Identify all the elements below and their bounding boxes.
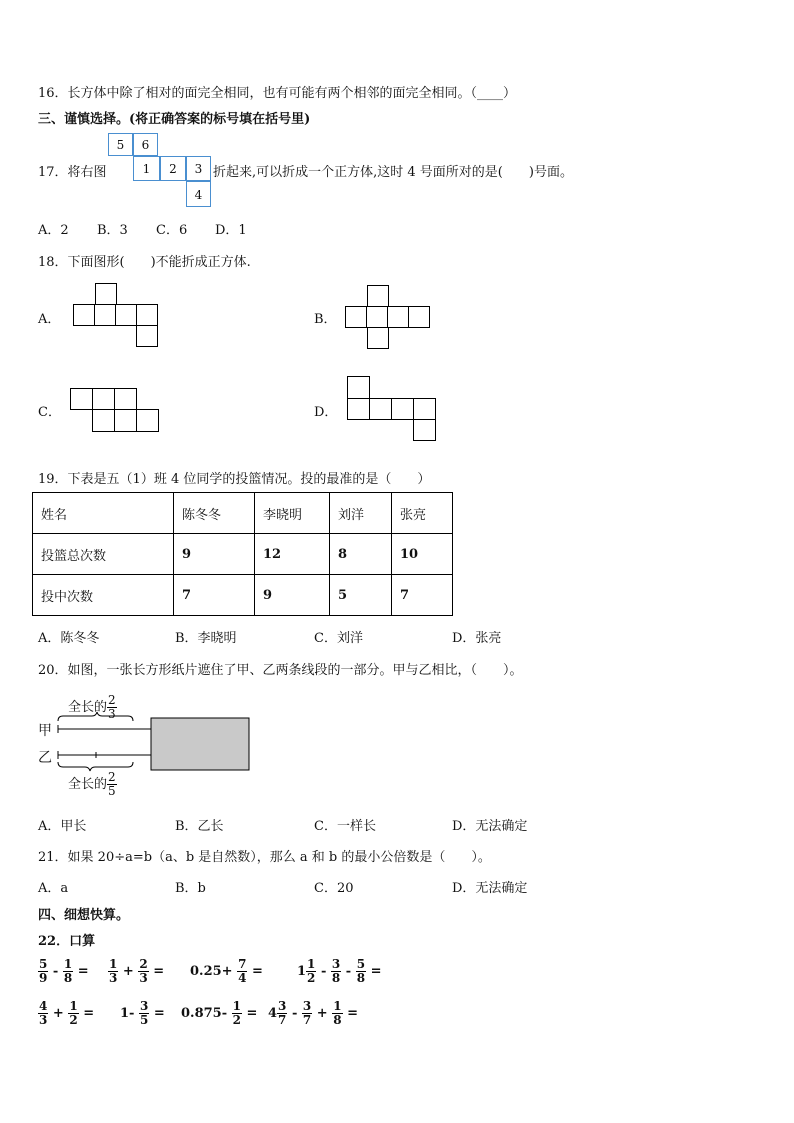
q18-label-d: D． <box>314 405 338 420</box>
table-cell: 5 <box>330 575 392 616</box>
leading-term: 0.25+ <box>190 964 233 979</box>
operator: - <box>320 964 327 979</box>
numerator: 1 <box>69 999 78 1013</box>
net-face-6: 6 <box>133 133 158 156</box>
calc-expression <box>297 958 382 985</box>
net-a-square <box>136 325 158 347</box>
net-a-square <box>94 304 116 326</box>
equals-sign: = <box>246 1006 258 1021</box>
q19-option-a: A．陈冬冬 <box>38 631 100 646</box>
calc-expression <box>120 1000 165 1027</box>
fraction <box>332 1000 342 1027</box>
net-c-square <box>92 388 115 410</box>
net-b-square <box>366 306 388 328</box>
top-fraction-den: 3 <box>108 707 116 721</box>
q16-text: 16．长方体中除了相对的面完全相同，也有可能有两个相邻的面完全相同。（ <box>38 86 478 101</box>
operator: - <box>291 1006 298 1021</box>
net-c-square <box>114 409 137 432</box>
q21-option-a: A．a <box>38 881 69 896</box>
numerator: 5 <box>39 957 48 971</box>
table-cell: 投中次数 <box>33 575 174 616</box>
table-cell: 9 <box>174 534 255 575</box>
denominator: 8 <box>63 971 73 985</box>
q18-label-a: A． <box>38 312 61 327</box>
top-caption <box>68 694 117 721</box>
denominator: 4 <box>238 971 247 985</box>
q20-option-d: D．无法确定 <box>452 819 528 834</box>
net-d-square <box>347 398 370 420</box>
denominator: 8 <box>331 971 341 985</box>
fraction <box>68 1000 78 1027</box>
q18-label-b: B． <box>314 312 337 327</box>
table-header-cell: 刘洋 <box>330 493 392 534</box>
q20-option-b: B．乙长 <box>175 819 224 834</box>
basketball-table <box>32 492 453 616</box>
equals-sign: = <box>370 964 382 979</box>
q17-option-b: B．3 <box>97 223 128 238</box>
fraction <box>232 1000 242 1027</box>
denominator: 2 <box>232 1013 241 1027</box>
q19-option-c: C．刘洋 <box>314 631 363 646</box>
denominator: 3 <box>139 971 148 985</box>
question-16 <box>38 82 516 101</box>
bottom-caption-text: 全长的 <box>68 777 108 792</box>
q20-text: 20．如图，一张长方形纸片遮住了甲、乙两条线段的一部分。甲与乙相比，（ ）。 <box>38 663 523 678</box>
numerator: 7 <box>238 957 247 971</box>
denominator: 2 <box>307 971 316 985</box>
fraction <box>306 958 316 985</box>
q16-blank: ____ <box>477 86 504 101</box>
q19-option-d: D．张亮 <box>452 631 502 646</box>
equals-sign: = <box>347 1006 358 1021</box>
net-d-square <box>369 398 392 420</box>
calc-expression <box>181 1000 257 1027</box>
denominator: 5 <box>139 1013 149 1027</box>
numerator: 1 <box>333 999 342 1013</box>
whole-number: 1 <box>297 964 307 979</box>
equals-sign: = <box>83 1006 95 1021</box>
net-c-square <box>136 409 159 432</box>
equals-sign: = <box>77 964 89 979</box>
net-c-square <box>92 409 115 432</box>
table-cell: 投篮总次数 <box>33 534 174 575</box>
label-yi: 乙 <box>38 750 52 766</box>
section-4-heading: 四、细想快算。 <box>38 908 130 923</box>
numerator: 4 <box>39 999 48 1013</box>
table-header-cell: 姓名 <box>33 493 174 534</box>
denominator: 3 <box>109 971 118 985</box>
table-cell: 8 <box>330 534 392 575</box>
fraction <box>38 1000 48 1027</box>
fraction <box>108 958 118 985</box>
denominator: 7 <box>278 1013 287 1027</box>
table-header-cell: 陈冬冬 <box>174 493 255 534</box>
fraction <box>38 958 48 985</box>
table-cell: 12 <box>255 534 330 575</box>
leading-term: 1- <box>120 1006 135 1021</box>
calc-expression <box>190 958 263 985</box>
table-header-cell: 李晓明 <box>255 493 330 534</box>
q19-text: 19．下表是五（1）班 4 位同学的投篮情况。投的最准的是（ ） <box>38 472 431 487</box>
label-jia: 甲 <box>38 723 52 739</box>
whole-number: 4 <box>268 1006 278 1021</box>
q19-option-b: B．李晓明 <box>175 631 237 646</box>
equals-sign: = <box>251 964 263 979</box>
top-caption-text: 全长的 <box>68 700 108 715</box>
fraction <box>237 958 247 985</box>
table-header-row <box>33 493 453 534</box>
operator: + <box>52 1006 64 1021</box>
numerator: 3 <box>302 999 312 1013</box>
numerator: 1 <box>63 957 73 971</box>
q21-option-b: B．b <box>175 881 206 896</box>
calc-expression <box>268 1000 358 1027</box>
table-row <box>33 575 453 616</box>
operator: - <box>345 964 352 979</box>
top-fraction <box>107 694 117 721</box>
net-c-square <box>70 388 93 410</box>
net-a-square <box>95 283 117 305</box>
net-face-1: 1 <box>133 156 160 181</box>
bottom-brace <box>58 762 133 771</box>
numerator: 3 <box>331 957 341 971</box>
fraction <box>356 958 366 985</box>
net-face-3: 3 <box>186 156 211 181</box>
table-cell: 7 <box>174 575 255 616</box>
net-face-4: 4 <box>186 181 211 207</box>
calc-expression <box>108 958 164 985</box>
q20-option-a: A．甲长 <box>38 819 87 834</box>
bottom-fraction <box>107 771 117 798</box>
bottom-fraction-den: 5 <box>108 784 116 798</box>
top-fraction-num: 2 <box>108 693 116 707</box>
q21-text: 21．如果 20÷a=b（a、b 是自然数），那么 a 和 b 的最小公倍数是（ ）。 <box>38 850 491 865</box>
numerator: 1 <box>109 957 118 971</box>
q22-title: 22．口算 <box>38 934 96 949</box>
net-face-5: 5 <box>108 133 133 156</box>
operator: + <box>316 1006 328 1021</box>
bottom-caption <box>68 771 117 798</box>
q18-label-c: C． <box>38 405 61 420</box>
q17-option-a: A．2 <box>38 223 69 238</box>
net-d-square <box>413 398 436 420</box>
net-b-square <box>387 306 409 328</box>
net-b-square <box>367 327 389 349</box>
fraction <box>277 1000 287 1027</box>
q17-option-d: D．1 <box>215 223 247 238</box>
table-cell: 7 <box>392 575 453 616</box>
q17-option-c: C．6 <box>156 223 188 238</box>
leading-term: 0.875- <box>181 1006 228 1021</box>
numerator: 3 <box>139 999 149 1013</box>
fraction <box>331 958 341 985</box>
net-b-square <box>345 306 367 328</box>
paper-rectangle <box>151 718 249 770</box>
numerator: 1 <box>232 999 241 1013</box>
operator: + <box>122 964 134 979</box>
net-d-square <box>347 376 370 399</box>
numerator: 5 <box>356 957 366 971</box>
net-a-square <box>115 304 137 326</box>
table-cell: 9 <box>255 575 330 616</box>
section-3-heading: 三、谨慎选择。(将正确答案的标号填在括号里) <box>38 112 311 127</box>
denominator: 8 <box>333 1013 342 1027</box>
q21-option-d: D．无法确定 <box>452 881 528 896</box>
bottom-fraction-num: 2 <box>108 770 116 784</box>
q21-option-c: C．20 <box>314 881 354 896</box>
numerator: 2 <box>139 957 148 971</box>
net-a-square <box>73 304 95 326</box>
segment-diagram <box>30 685 260 800</box>
q16-close: ） <box>503 86 517 101</box>
net-face-2: 2 <box>160 156 186 181</box>
numerator: 1 <box>307 957 316 971</box>
operator: - <box>52 964 59 979</box>
fraction <box>138 958 148 985</box>
net-d-square <box>391 398 414 420</box>
calc-expression <box>38 958 89 985</box>
calc-expression <box>38 1000 94 1027</box>
numerator: 3 <box>278 999 287 1013</box>
denominator: 7 <box>302 1013 312 1027</box>
denominator: 2 <box>69 1013 78 1027</box>
q17-suffix: 折起来,可以折成一个正方体,这时 4 号面所对的是( )号面。 <box>213 165 573 180</box>
q20-option-c: C．一样长 <box>314 819 376 834</box>
net-d-square <box>413 419 436 441</box>
fraction <box>139 1000 149 1027</box>
table-header-cell: 张亮 <box>392 493 453 534</box>
table-cell: 10 <box>392 534 453 575</box>
net-b-square <box>367 285 389 307</box>
denominator: 9 <box>39 971 48 985</box>
net-c-square <box>114 388 137 410</box>
denominator: 8 <box>356 971 366 985</box>
q17-prefix: 17．将右图 <box>38 165 107 180</box>
fraction <box>63 958 73 985</box>
equals-sign: = <box>153 964 165 979</box>
net-a-square <box>136 304 158 326</box>
q18-text: 18．下面图形( )不能折成正方体. <box>38 255 251 270</box>
net-b-square <box>408 306 430 328</box>
fraction <box>302 1000 312 1027</box>
equals-sign: = <box>153 1006 165 1021</box>
denominator: 3 <box>39 1013 48 1027</box>
table-row <box>33 534 453 575</box>
